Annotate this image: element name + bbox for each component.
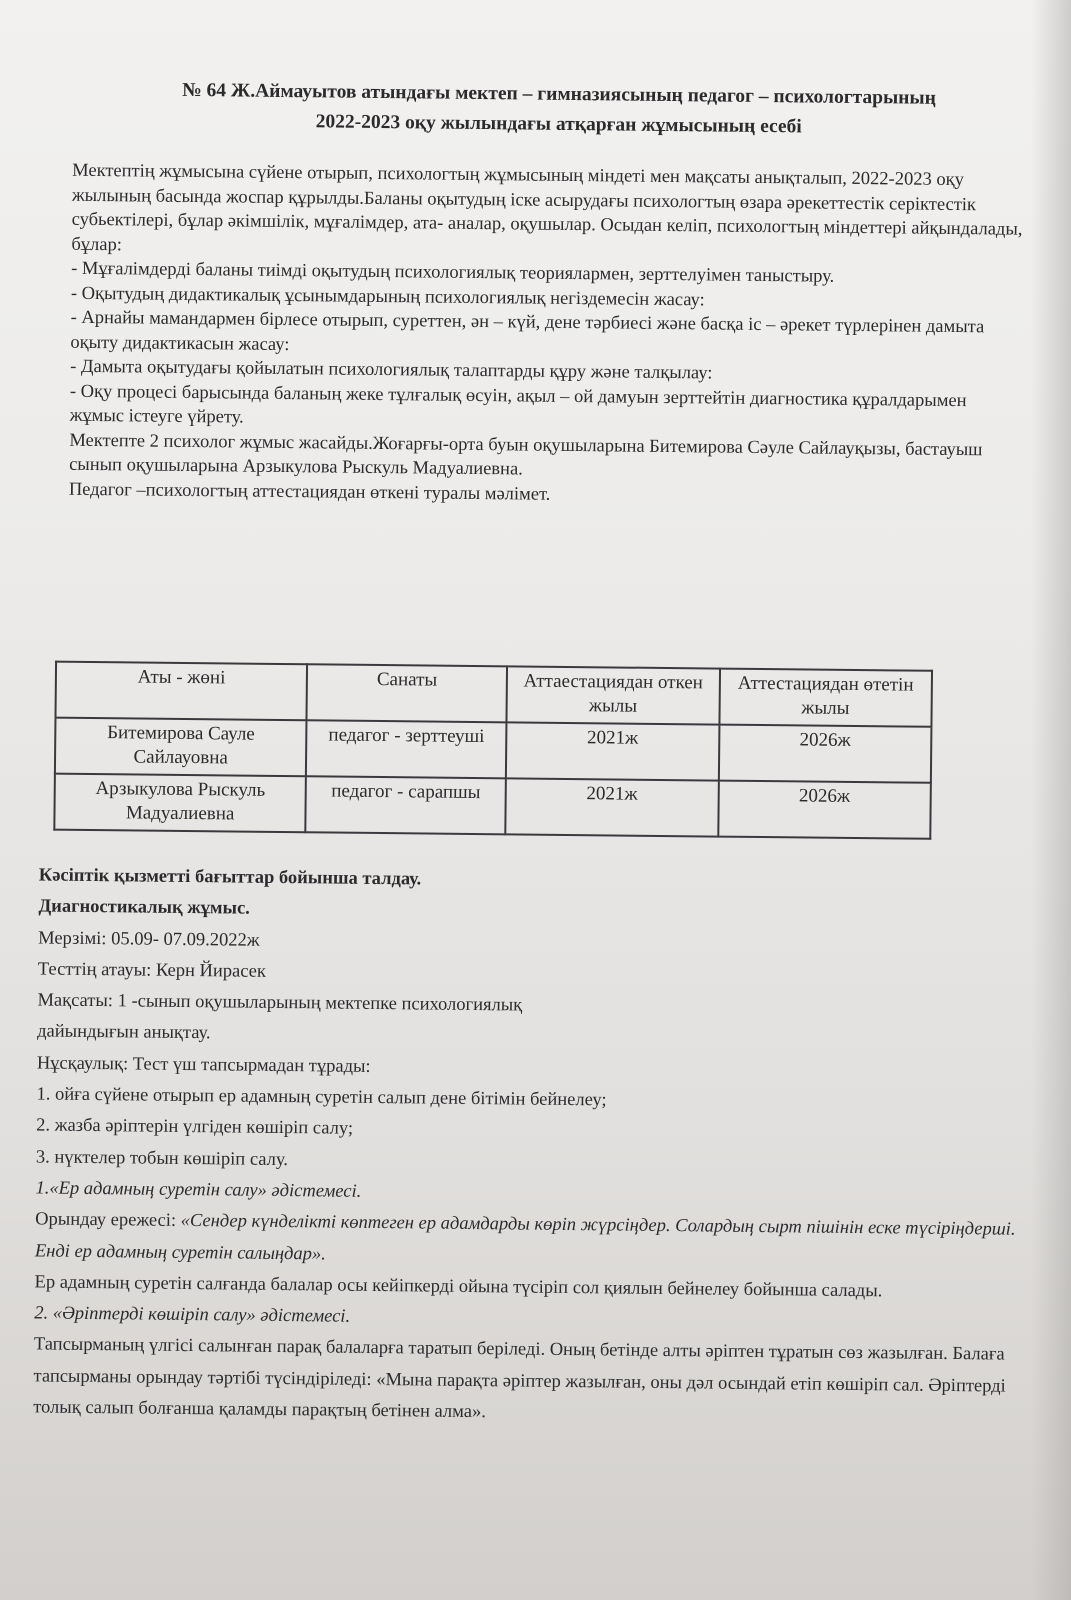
- term-label: Мерзімі:: [38, 928, 107, 949]
- cell-next-year: 2026ж: [718, 725, 931, 783]
- goal-line-2: дайындығын анықтау.: [37, 1021, 211, 1044]
- test-task: 2. жазба әріптерін үлгіден көшіріп салу;: [36, 1115, 354, 1140]
- method-1-title: 1.«Ер адамның суретін салу» әдістемесі.: [35, 1178, 362, 1202]
- method-1-rule-text: «Сендер күнделікті көптеген ер адамдарды көріп жүрсіңдер. Солардың сырт пішінін еске түсіріңдерші. Енді ер адамның суретін салыңдар».: [34, 1211, 1016, 1265]
- task-item: - Мұғалімдерді баланы тиімді оқытудың психологиялық теориялармен, зерттелуімен таныстыру.: [71, 258, 835, 287]
- instruction-value: Тест үш тапсырмадан тұрады:: [128, 1054, 371, 1077]
- method-1-note: Ер адамның суретін салғанда балалар осы кейіпкерді ойына түсіріп сол қиялын бейнелеу бойынша салады.: [34, 1272, 883, 1302]
- task-item: - Дамыта оқытудағы қойылатын психологиялық талаптарды құру және талқылау:: [70, 356, 713, 384]
- document-title: [89, 75, 1030, 145]
- header-passed-year: Аттаестациядан откен жылы: [507, 666, 720, 724]
- task-item: - Арнайы мамандармен бірлесе отырып, суреттен, ән – күй, дене тәрбиесі және басқа іс – әрекет түрлерінен дамыта оқыту дидактикасын жасау:: [70, 307, 985, 355]
- table-header-row: [55, 662, 932, 727]
- analysis-section: [33, 860, 1029, 1434]
- method-2-title: 2. «Әріптерді көшіріп салу» әдістемесі.: [34, 1303, 351, 1327]
- title-line-2: 2022-2023 оқу жылындағы атқарған жұмысының есебі: [315, 111, 802, 138]
- test-label: Тесттің атауы:: [37, 959, 152, 981]
- method-1-rule-label: Орындау ережесі:: [35, 1209, 177, 1232]
- instruction-label: Нұсқаулық:: [36, 1053, 129, 1075]
- header-next-year: Аттестациядан өтетін жылы: [719, 669, 932, 727]
- test-task: 1. ойға сүйене отырып ер адамның суретін салып дене бітімін бейнелеу;: [36, 1084, 607, 1111]
- cell-passed-year: 2021ж: [506, 722, 719, 780]
- cell-passed-year: 2021ж: [505, 778, 718, 836]
- test-task: 3. нүктелер тобын көшіріп салу.: [35, 1147, 289, 1170]
- attestation-caption: Педагог –психологтың аттестациядан өткені туралы мәлімет.: [68, 479, 551, 505]
- psychologists-paragraph: Мектепте 2 психолог жұмыс жасайды.Жоғарғы-орта буын оқушыларына Битемирова Сәуле Сайлауқызы, бастауыш сынып оқушыларына Арзыкулова Рыскуль Мадуалиевна.: [69, 430, 983, 480]
- cell-name: Арзыкулова Рыскуль Мадуалиевна: [54, 774, 306, 833]
- goal-label: Мақсаты:: [37, 990, 114, 1012]
- title-line-1: № 64 Ж.Аймауытов атындағы мектеп – гимназиясының педагог – психологтарының: [182, 79, 937, 109]
- cell-category: педагог - сарапшы: [306, 776, 506, 834]
- intro-paragraph: Мектептің жұмысына сүйене отырып, психологтың жұмысының міндеті мен мақсаты анықталып, 2022-2023 оқу жылының басында жоспар құрылды.Баланы оқытудың іске асырудағы психологтың өзара әрекеттестік серіктестік субьектілері, бұлар әкімшілік, мұғалімдер, ата- аналар, оқушылар. Осыдан келіп, психологтың міндеттері айқындалады, бұлар:: [71, 160, 1023, 255]
- table-row: [55, 718, 932, 783]
- subsection-heading: Диагностикалық жұмыс.: [38, 896, 250, 919]
- header-category: Санаты: [307, 664, 507, 722]
- task-item: - Оқу процесі барысында баланың жеке тұлғалық өсуін, ақыл – ой дамуын зерттейтін диагностика құралдарымен жұмыс істеуге үйрету.: [69, 381, 967, 428]
- intro-block: [69, 159, 1028, 512]
- section-heading: Кәсіптік қызметті бағыттар бойынша талдау.: [38, 865, 422, 890]
- goal-value: 1 -сынып оқушыларының мектепке психологиялық: [112, 991, 523, 1016]
- task-item: - Оқытудың дидактикалық ұсынымдарының психологиялық негіздемесін жасау:: [70, 283, 705, 310]
- header-name: Аты - жөні: [55, 662, 307, 721]
- cell-next-year: 2026ж: [718, 781, 931, 839]
- test-value: Керн Йирасек: [151, 960, 267, 982]
- method-2-text: Тапсырманың үлгісі салынған парақ балаларға таратып беріледі. Оның бетінде алты әріптен тұратын сөз жазылған. Балаға тапсырманы орындау тәртібі түсіндіріледі: «Мына парақта әріптер жазылған, оны дәл осындай етіп көшіріп сал. Әріптерді толық салып болғанша қаламды парақтың бетінен алма».: [33, 1334, 1006, 1423]
- table-row: [54, 774, 931, 839]
- cell-name: Битемирова Сауле Сайлауовна: [55, 718, 307, 777]
- cell-category: педагог - зерттеуші: [306, 720, 506, 778]
- term-value: 05.09- 07.09.2022ж: [106, 928, 260, 951]
- method-1-rule: [35, 1205, 1026, 1278]
- attestation-table: [53, 661, 933, 840]
